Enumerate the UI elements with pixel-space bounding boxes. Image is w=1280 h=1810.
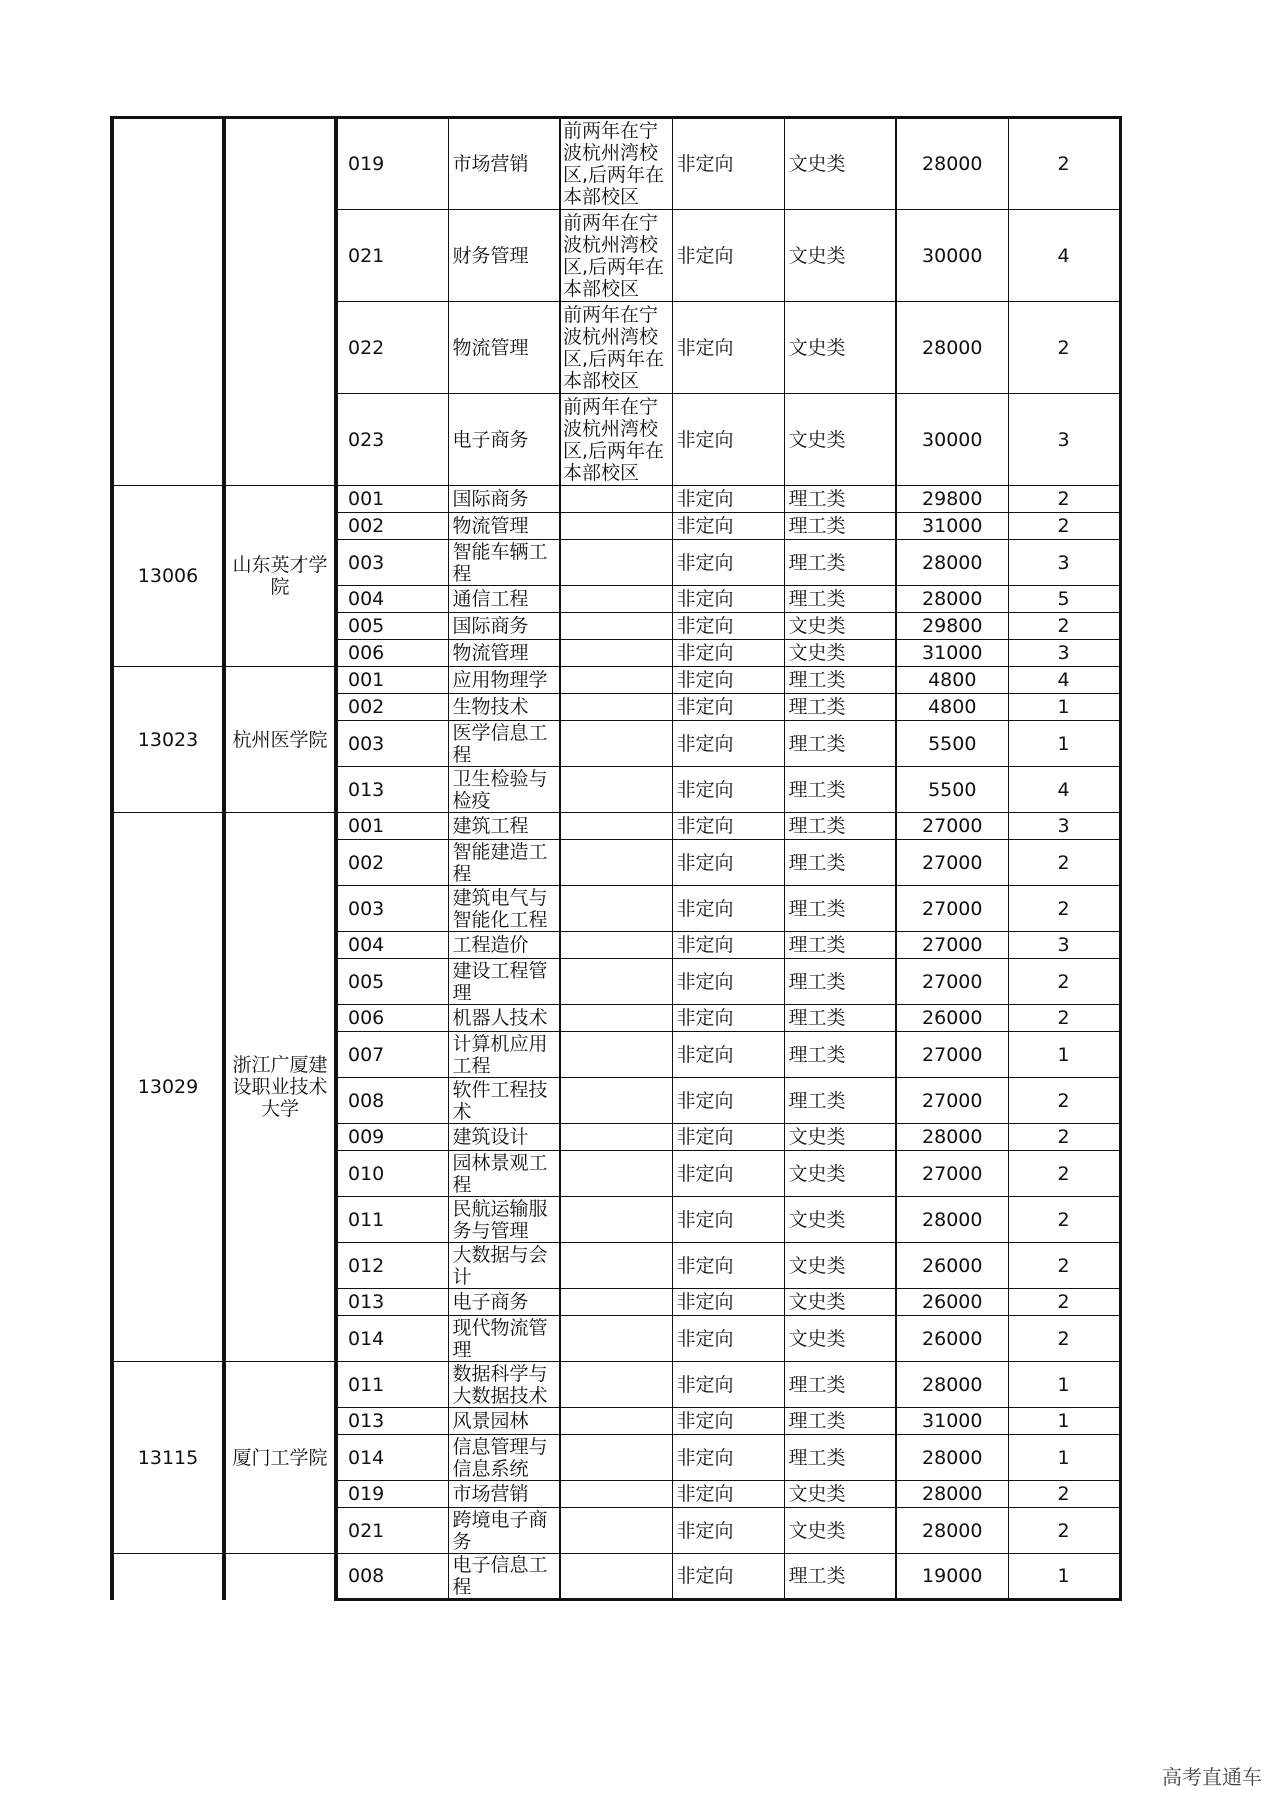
plan-type-cell: 非定向 xyxy=(672,1554,784,1600)
quota-cell: 4 xyxy=(1008,667,1120,694)
note-cell xyxy=(560,886,672,932)
major-code-cell: 021 xyxy=(336,210,448,302)
plan-type-cell: 非定向 xyxy=(672,1362,784,1408)
tuition-cell: 26000 xyxy=(896,1289,1008,1316)
quota-cell: 2 xyxy=(1008,513,1120,540)
enrollment-plan-table xyxy=(110,116,1122,1601)
category-cell: 文史类 xyxy=(784,1508,896,1554)
major-code-cell: 007 xyxy=(336,1032,448,1078)
category-cell: 文史类 xyxy=(784,1151,896,1197)
plan-type-cell: 非定向 xyxy=(672,767,784,813)
school-name-cell: 厦门工学院 xyxy=(224,1362,336,1554)
major-code-cell: 001 xyxy=(336,813,448,840)
plan-type-cell: 非定向 xyxy=(672,1316,784,1362)
quota-cell: 3 xyxy=(1008,813,1120,840)
category-cell: 理工类 xyxy=(784,540,896,586)
category-cell: 理工类 xyxy=(784,1005,896,1032)
tuition-cell: 4800 xyxy=(896,667,1008,694)
category-cell: 文史类 xyxy=(784,394,896,486)
quota-cell: 2 xyxy=(1008,118,1120,210)
tuition-cell: 26000 xyxy=(896,1005,1008,1032)
quota-cell: 2 xyxy=(1008,613,1120,640)
quota-cell: 2 xyxy=(1008,302,1120,394)
plan-type-cell: 非定向 xyxy=(672,1508,784,1554)
plan-type-cell: 非定向 xyxy=(672,813,784,840)
major-name-cell: 生物技术 xyxy=(448,694,560,721)
major-code-cell: 006 xyxy=(336,1005,448,1032)
school-code-cell xyxy=(112,118,224,486)
category-cell: 理工类 xyxy=(784,932,896,959)
plan-type-cell: 非定向 xyxy=(672,394,784,486)
note-cell xyxy=(560,694,672,721)
plan-type-cell: 非定向 xyxy=(672,959,784,1005)
major-name-cell: 物流管理 xyxy=(448,513,560,540)
major-code-cell: 011 xyxy=(336,1362,448,1408)
plan-type-cell: 非定向 xyxy=(672,640,784,667)
category-cell: 理工类 xyxy=(784,586,896,613)
tuition-cell: 27000 xyxy=(896,1151,1008,1197)
category-cell: 文史类 xyxy=(784,1197,896,1243)
note-cell: 前两年在宁波杭州湾校区,后两年在本部校区 xyxy=(560,118,672,210)
tuition-cell: 27000 xyxy=(896,1032,1008,1078)
school-code-cell xyxy=(112,1554,224,1600)
quota-cell: 4 xyxy=(1008,767,1120,813)
plan-type-cell: 非定向 xyxy=(672,540,784,586)
tuition-cell: 28000 xyxy=(896,1435,1008,1481)
plan-type-cell: 非定向 xyxy=(672,694,784,721)
tuition-cell: 31000 xyxy=(896,513,1008,540)
major-code-cell: 006 xyxy=(336,640,448,667)
quota-cell: 1 xyxy=(1008,694,1120,721)
tuition-cell: 29800 xyxy=(896,613,1008,640)
plan-type-cell: 非定向 xyxy=(672,1435,784,1481)
plan-type-cell: 非定向 xyxy=(672,667,784,694)
category-cell: 理工类 xyxy=(784,513,896,540)
category-cell: 文史类 xyxy=(784,210,896,302)
category-cell: 理工类 xyxy=(784,1032,896,1078)
major-code-cell: 019 xyxy=(336,118,448,210)
plan-type-cell: 非定向 xyxy=(672,1408,784,1435)
major-name-cell: 建筑电气与智能化工程 xyxy=(448,886,560,932)
major-name-cell: 建设工程管理 xyxy=(448,959,560,1005)
tuition-cell: 31000 xyxy=(896,1408,1008,1435)
plan-type-cell: 非定向 xyxy=(672,613,784,640)
note-cell: 前两年在宁波杭州湾校区,后两年在本部校区 xyxy=(560,210,672,302)
plan-type-cell: 非定向 xyxy=(672,513,784,540)
major-code-cell: 009 xyxy=(336,1124,448,1151)
note-cell xyxy=(560,932,672,959)
major-name-cell: 国际商务 xyxy=(448,613,560,640)
quota-cell: 1 xyxy=(1008,1362,1120,1408)
plan-type-cell: 非定向 xyxy=(672,1151,784,1197)
note-cell xyxy=(560,1243,672,1289)
plan-type-cell: 非定向 xyxy=(672,932,784,959)
major-code-cell: 014 xyxy=(336,1435,448,1481)
plan-type-cell: 非定向 xyxy=(672,210,784,302)
major-code-cell: 021 xyxy=(336,1508,448,1554)
major-name-cell: 卫生检验与检疫 xyxy=(448,767,560,813)
major-name-cell: 物流管理 xyxy=(448,302,560,394)
major-name-cell: 市场营销 xyxy=(448,118,560,210)
category-cell: 理工类 xyxy=(784,1554,896,1600)
major-code-cell: 002 xyxy=(336,694,448,721)
note-cell xyxy=(560,1362,672,1408)
school-name-cell xyxy=(224,118,336,486)
tuition-cell: 28000 xyxy=(896,1197,1008,1243)
tuition-cell: 26000 xyxy=(896,1243,1008,1289)
tuition-cell: 26000 xyxy=(896,1316,1008,1362)
major-code-cell: 013 xyxy=(336,1408,448,1435)
quota-cell: 1 xyxy=(1008,1554,1120,1600)
category-cell: 理工类 xyxy=(784,486,896,513)
quota-cell: 1 xyxy=(1008,1408,1120,1435)
table-row xyxy=(112,667,1120,694)
major-code-cell: 002 xyxy=(336,513,448,540)
plan-type-cell: 非定向 xyxy=(672,586,784,613)
tuition-cell: 31000 xyxy=(896,640,1008,667)
major-name-cell: 通信工程 xyxy=(448,586,560,613)
note-cell xyxy=(560,1435,672,1481)
major-name-cell: 电子信息工程 xyxy=(448,1554,560,1600)
plan-type-cell: 非定向 xyxy=(672,486,784,513)
major-code-cell: 011 xyxy=(336,1197,448,1243)
quota-cell: 1 xyxy=(1008,721,1120,767)
major-code-cell: 013 xyxy=(336,767,448,813)
note-cell xyxy=(560,513,672,540)
note-cell xyxy=(560,1078,672,1124)
quota-cell: 1 xyxy=(1008,1435,1120,1481)
quota-cell: 2 xyxy=(1008,1508,1120,1554)
quota-cell: 4 xyxy=(1008,210,1120,302)
tuition-cell: 30000 xyxy=(896,210,1008,302)
major-code-cell: 001 xyxy=(336,667,448,694)
category-cell: 理工类 xyxy=(784,767,896,813)
school-code-cell: 13006 xyxy=(112,486,224,667)
category-cell: 文史类 xyxy=(784,118,896,210)
major-name-cell: 建筑设计 xyxy=(448,1124,560,1151)
quota-cell: 3 xyxy=(1008,540,1120,586)
category-cell: 理工类 xyxy=(784,694,896,721)
school-name-cell: 浙江广厦建设职业技术大学 xyxy=(224,813,336,1362)
note-cell xyxy=(560,586,672,613)
category-cell: 理工类 xyxy=(784,1362,896,1408)
quota-cell: 2 xyxy=(1008,886,1120,932)
major-name-cell: 机器人技术 xyxy=(448,1005,560,1032)
major-code-cell: 008 xyxy=(336,1078,448,1124)
tuition-cell: 19000 xyxy=(896,1554,1008,1600)
major-name-cell: 数据科学与大数据技术 xyxy=(448,1362,560,1408)
tuition-cell: 27000 xyxy=(896,959,1008,1005)
major-name-cell: 计算机应用工程 xyxy=(448,1032,560,1078)
plan-type-cell: 非定向 xyxy=(672,118,784,210)
plan-type-cell: 非定向 xyxy=(672,840,784,886)
major-name-cell: 工程造价 xyxy=(448,932,560,959)
note-cell xyxy=(560,721,672,767)
major-code-cell: 012 xyxy=(336,1243,448,1289)
quota-cell: 2 xyxy=(1008,1124,1120,1151)
major-name-cell: 风景园林 xyxy=(448,1408,560,1435)
quota-cell: 2 xyxy=(1008,959,1120,1005)
school-name-cell xyxy=(224,1554,336,1600)
tuition-cell: 27000 xyxy=(896,840,1008,886)
category-cell: 文史类 xyxy=(784,1243,896,1289)
major-name-cell: 现代物流管理 xyxy=(448,1316,560,1362)
tuition-cell: 27000 xyxy=(896,1078,1008,1124)
major-code-cell: 005 xyxy=(336,959,448,1005)
major-code-cell: 003 xyxy=(336,721,448,767)
note-cell xyxy=(560,1316,672,1362)
note-cell xyxy=(560,1408,672,1435)
major-code-cell: 014 xyxy=(336,1316,448,1362)
plan-type-cell: 非定向 xyxy=(672,1197,784,1243)
major-code-cell: 022 xyxy=(336,302,448,394)
note-cell xyxy=(560,1005,672,1032)
note-cell xyxy=(560,1151,672,1197)
category-cell: 理工类 xyxy=(784,813,896,840)
major-name-cell: 园林景观工程 xyxy=(448,1151,560,1197)
major-name-cell: 民航运输服务与管理 xyxy=(448,1197,560,1243)
tuition-cell: 28000 xyxy=(896,1508,1008,1554)
quota-cell: 2 xyxy=(1008,1243,1120,1289)
plan-type-cell: 非定向 xyxy=(672,886,784,932)
note-cell xyxy=(560,767,672,813)
tuition-cell: 27000 xyxy=(896,813,1008,840)
note-cell xyxy=(560,540,672,586)
category-cell: 理工类 xyxy=(784,667,896,694)
table-row xyxy=(112,118,1120,210)
note-cell xyxy=(560,640,672,667)
note-cell: 前两年在宁波杭州湾校区,后两年在本部校区 xyxy=(560,302,672,394)
tuition-cell: 30000 xyxy=(896,394,1008,486)
category-cell: 理工类 xyxy=(784,840,896,886)
major-name-cell: 软件工程技术 xyxy=(448,1078,560,1124)
major-name-cell: 市场营销 xyxy=(448,1481,560,1508)
major-code-cell: 010 xyxy=(336,1151,448,1197)
plan-type-cell: 非定向 xyxy=(672,1243,784,1289)
plan-type-cell: 非定向 xyxy=(672,1481,784,1508)
tuition-cell: 5500 xyxy=(896,767,1008,813)
major-name-cell: 电子商务 xyxy=(448,394,560,486)
quota-cell: 2 xyxy=(1008,1151,1120,1197)
major-code-cell: 002 xyxy=(336,840,448,886)
school-name-cell: 杭州医学院 xyxy=(224,667,336,813)
tuition-cell: 28000 xyxy=(896,586,1008,613)
major-name-cell: 信息管理与信息系统 xyxy=(448,1435,560,1481)
tuition-cell: 28000 xyxy=(896,302,1008,394)
major-name-cell: 应用物理学 xyxy=(448,667,560,694)
quota-cell: 2 xyxy=(1008,486,1120,513)
tuition-cell: 27000 xyxy=(896,932,1008,959)
major-code-cell: 001 xyxy=(336,486,448,513)
tuition-cell: 5500 xyxy=(896,721,1008,767)
quota-cell: 3 xyxy=(1008,640,1120,667)
major-name-cell: 跨境电子商务 xyxy=(448,1508,560,1554)
category-cell: 理工类 xyxy=(784,1435,896,1481)
major-code-cell: 003 xyxy=(336,540,448,586)
category-cell: 理工类 xyxy=(784,721,896,767)
note-cell xyxy=(560,486,672,513)
tuition-cell: 29800 xyxy=(896,486,1008,513)
major-name-cell: 财务管理 xyxy=(448,210,560,302)
table-row xyxy=(112,486,1120,513)
quota-cell: 3 xyxy=(1008,394,1120,486)
major-code-cell: 008 xyxy=(336,1554,448,1600)
tuition-cell: 28000 xyxy=(896,1124,1008,1151)
tuition-cell: 28000 xyxy=(896,1481,1008,1508)
note-cell xyxy=(560,813,672,840)
quota-cell: 1 xyxy=(1008,1032,1120,1078)
note-cell xyxy=(560,1289,672,1316)
major-name-cell: 国际商务 xyxy=(448,486,560,513)
note-cell xyxy=(560,1554,672,1600)
quota-cell: 2 xyxy=(1008,840,1120,886)
tuition-cell: 28000 xyxy=(896,1362,1008,1408)
quota-cell: 5 xyxy=(1008,586,1120,613)
category-cell: 理工类 xyxy=(784,886,896,932)
school-code-cell: 13115 xyxy=(112,1362,224,1554)
plan-type-cell: 非定向 xyxy=(672,1289,784,1316)
major-name-cell: 大数据与会计 xyxy=(448,1243,560,1289)
category-cell: 理工类 xyxy=(784,959,896,1005)
category-cell: 文史类 xyxy=(784,1316,896,1362)
category-cell: 理工类 xyxy=(784,1078,896,1124)
category-cell: 文史类 xyxy=(784,640,896,667)
note-cell xyxy=(560,959,672,1005)
note-cell xyxy=(560,1124,672,1151)
note-cell xyxy=(560,1508,672,1554)
note-cell xyxy=(560,1481,672,1508)
plan-type-cell: 非定向 xyxy=(672,302,784,394)
major-code-cell: 005 xyxy=(336,613,448,640)
major-name-cell: 智能建造工程 xyxy=(448,840,560,886)
quota-cell: 2 xyxy=(1008,1197,1120,1243)
note-cell xyxy=(560,613,672,640)
quota-cell: 2 xyxy=(1008,1005,1120,1032)
category-cell: 理工类 xyxy=(784,1408,896,1435)
major-code-cell: 004 xyxy=(336,932,448,959)
school-code-cell: 13029 xyxy=(112,813,224,1362)
note-cell: 前两年在宁波杭州湾校区,后两年在本部校区 xyxy=(560,394,672,486)
major-code-cell: 023 xyxy=(336,394,448,486)
note-cell xyxy=(560,1197,672,1243)
quota-cell: 2 xyxy=(1008,1316,1120,1362)
category-cell: 文史类 xyxy=(784,613,896,640)
major-name-cell: 电子商务 xyxy=(448,1289,560,1316)
quota-cell: 2 xyxy=(1008,1289,1120,1316)
plan-type-cell: 非定向 xyxy=(672,1032,784,1078)
category-cell: 文史类 xyxy=(784,302,896,394)
tuition-cell: 28000 xyxy=(896,118,1008,210)
major-name-cell: 物流管理 xyxy=(448,640,560,667)
major-code-cell: 003 xyxy=(336,886,448,932)
major-name-cell: 建筑工程 xyxy=(448,813,560,840)
watermark-text: 高考直通车 xyxy=(1162,1765,1262,1789)
major-name-cell: 医学信息工程 xyxy=(448,721,560,767)
note-cell xyxy=(560,1032,672,1078)
quota-cell: 2 xyxy=(1008,1078,1120,1124)
plan-type-cell: 非定向 xyxy=(672,1005,784,1032)
plan-type-cell: 非定向 xyxy=(672,1124,784,1151)
note-cell xyxy=(560,840,672,886)
table-row xyxy=(112,813,1120,840)
category-cell: 文史类 xyxy=(784,1481,896,1508)
category-cell: 文史类 xyxy=(784,1289,896,1316)
major-code-cell: 013 xyxy=(336,1289,448,1316)
major-name-cell: 智能车辆工程 xyxy=(448,540,560,586)
school-code-cell: 13023 xyxy=(112,667,224,813)
plan-type-cell: 非定向 xyxy=(672,721,784,767)
table-row xyxy=(112,1554,1120,1600)
plan-type-cell: 非定向 xyxy=(672,1078,784,1124)
tuition-cell: 28000 xyxy=(896,540,1008,586)
tuition-cell: 4800 xyxy=(896,694,1008,721)
quota-cell: 2 xyxy=(1008,1481,1120,1508)
major-code-cell: 019 xyxy=(336,1481,448,1508)
major-code-cell: 004 xyxy=(336,586,448,613)
category-cell: 文史类 xyxy=(784,1124,896,1151)
tuition-cell: 27000 xyxy=(896,886,1008,932)
quota-cell: 3 xyxy=(1008,932,1120,959)
note-cell xyxy=(560,667,672,694)
school-name-cell: 山东英才学院 xyxy=(224,486,336,667)
table-row xyxy=(112,1362,1120,1408)
